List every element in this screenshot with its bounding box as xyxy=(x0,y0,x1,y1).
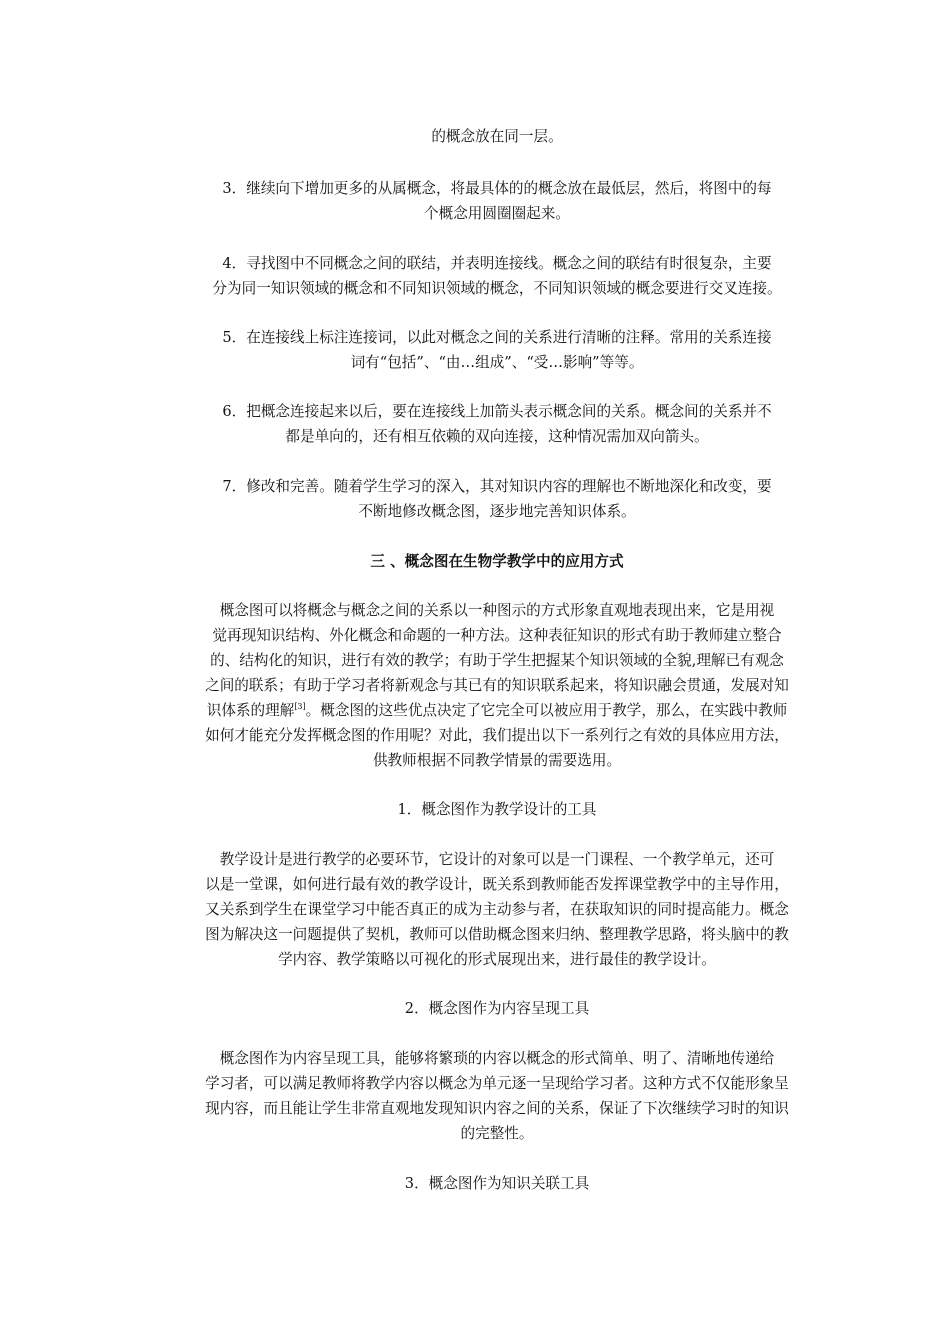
text-line: 概念图可以将概念与概念之间的关系以一种图示的方式形象直观地表现出来，它是用视 xyxy=(219,602,775,619)
text-line: 的完整性。 xyxy=(460,1125,534,1142)
text-line: 分为同一知识领域的概念和不同知识领域的概念，不同知识领域的概念要进行交叉连接。 xyxy=(212,280,782,297)
text-line: 概念图作为内容呈现工具，能够将繁琐的内容以概念的形式简单、明了、清晰地传递给 xyxy=(219,1050,775,1067)
subsection-title-text: 3．概念图作为知识关联工具 xyxy=(404,1175,590,1192)
top-fragment-paragraph xyxy=(176,124,818,149)
text-line: 的、结构化的知识，进行有效的教学；有助于学生把握某个知识领域的全貌,理解已有观念 xyxy=(210,652,784,669)
section-heading-text: 三 、概念图在生物学教学中的应用方式 xyxy=(370,553,624,570)
text-line: 学内容、教学策略以可视化的形式展现出来，进行最佳的教学设计。 xyxy=(278,951,716,968)
text-line: 不断地修改概念图，逐步地完善知识体系。 xyxy=(358,503,636,520)
text-fragment: 识体系的理解 xyxy=(206,702,295,719)
text-line: 7．修改和完善。随着学生学习的深入，其对知识内容的理解也不断地深化和改变，要 xyxy=(222,478,772,495)
text-line: 供教师根据不同教学情景的需要选用。 xyxy=(372,752,622,769)
text-line: 以是一堂课，如何进行最有效的教学设计，既关系到教师能否发挥课堂教学中的主导作用， xyxy=(205,876,789,893)
subsection-title-text: 1．概念图作为教学设计的工具 xyxy=(397,801,597,818)
text-line: 学习者，可以满足教师将教学内容以概念为单元逐一呈现给学习者。这种方式不仅能形象呈 xyxy=(205,1075,789,1092)
text-line: 觉再现知识结构、外化概念和命题的一种方法。这种表征知识的形式有助于教师建立整合 xyxy=(212,627,782,644)
subsection-3-title xyxy=(176,1171,818,1196)
subsection-2-paragraph xyxy=(176,1046,818,1146)
text-line: 5．在连接线上标注连接词，以此对概念之间的关系进行清晰的注释。常用的关系连接 xyxy=(222,329,772,346)
step-7-paragraph xyxy=(176,474,818,524)
text-line: 词有“包括”、“由…组成”、“受…影响”等等。 xyxy=(350,354,644,371)
subsection-1-title xyxy=(176,797,818,822)
step-3-paragraph xyxy=(176,176,818,226)
text-line xyxy=(176,698,818,723)
step-6-paragraph xyxy=(176,399,818,449)
text-line: 之间的联系；有助于学习者将新观念与其已有的知识联系起来，将知识融会贯通，发展对知 xyxy=(205,677,789,694)
text-line: 现内容，而且能让学生非常直观地发现知识内容之间的关系，保证了下次继续学习时的知识 xyxy=(205,1100,789,1117)
subsection-1-paragraph xyxy=(176,847,818,972)
text-fragment: 。概念图的这些优点决定了它完全可以被应用于教学，那么，在实践中教师 xyxy=(305,702,788,719)
text-line: 6．把概念连接起来以后，要在连接线上加箭头表示概念间的关系。概念间的关系并不 xyxy=(222,403,772,420)
text-line: 的概念放在同一层。 xyxy=(431,128,563,145)
text-line: 教学设计是进行教学的必要环节，它设计的对象可以是一门课程、一个教学单元，还可 xyxy=(219,851,775,868)
text-line: 都是单向的，还有相互依赖的双向连接，这种情况需加双向箭头。 xyxy=(285,428,709,445)
text-line: 4．寻找图中不同概念之间的联结，并表明连接线。概念之间的联结有时很复杂，主要 xyxy=(222,255,772,272)
text-line: 图为解决这一问题提供了契机，教师可以借助概念图来归纳、整理教学思路，将头脑中的教 xyxy=(205,926,789,943)
text-line: 又关系到学生在课堂学习中能否真正的成为主动参与者，在获取知识的同时提高能力。概念 xyxy=(205,901,789,918)
step-5-paragraph xyxy=(176,325,818,375)
section-heading xyxy=(176,549,818,574)
step-4-paragraph xyxy=(176,251,818,301)
subsection-2-title xyxy=(176,996,818,1021)
text-line: 个概念用圆圈圈起来。 xyxy=(424,205,570,222)
citation-reference: [3] xyxy=(294,702,306,711)
text-line: 如何才能充分发挥概念图的作用呢？对此，我们提出以下一系列行之有效的具体应用方法， xyxy=(205,727,789,744)
intro-paragraph xyxy=(176,598,818,773)
text-line: 3．继续向下增加更多的从属概念，将最具体的的概念放在最低层，然后，将图中的每 xyxy=(222,180,772,197)
subsection-title-text: 2．概念图作为内容呈现工具 xyxy=(404,1000,590,1017)
